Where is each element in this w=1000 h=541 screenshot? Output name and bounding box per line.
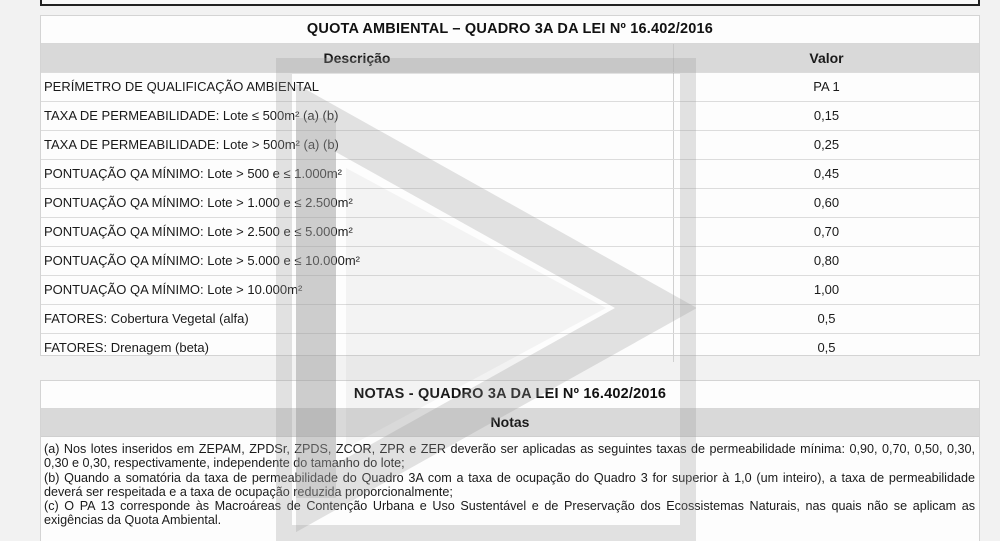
table-row <box>41 73 979 102</box>
table-row <box>41 160 979 189</box>
table-row <box>41 131 979 160</box>
row-value: 0,60 <box>813 195 840 210</box>
row-description: PONTUAÇÃO QA MÍNIMO: Lote > 1.000 e ≤ 2.500m² <box>41 189 674 217</box>
table-row <box>41 305 979 334</box>
row-description: FATORES: Cobertura Vegetal (alfa) <box>41 305 674 333</box>
table-header-row <box>41 44 979 73</box>
row-description: PONTUAÇÃO QA MÍNIMO: Lote > 2.500 e ≤ 5.000m² <box>41 218 674 246</box>
row-description: PONTUAÇÃO QA MÍNIMO: Lote > 5.000 e ≤ 10.000m² <box>41 247 674 275</box>
row-value: 0,5 <box>817 340 836 355</box>
notes-header: Notas <box>41 409 979 437</box>
row-value: 1,00 <box>813 282 840 297</box>
table-row <box>41 218 979 247</box>
notes-title: NOTAS - QUADRO 3A DA LEI Nº 16.402/2016 <box>41 381 979 409</box>
note-item: (b) Quando a somatória da taxa de permeabilidade do Quadro 3A com a taxa de ocupação do Quadro 3 for superior à 1,0 (um inteiro), a taxa de permeabilidade deverá ser respeitada e a taxa de ocupação reduzida proporcionalmente; <box>44 470 975 499</box>
table-row <box>41 102 979 131</box>
table-row <box>41 247 979 276</box>
quota-ambiental-table <box>40 15 980 356</box>
row-value: 0,25 <box>813 137 840 152</box>
row-value: 0,45 <box>813 166 840 181</box>
row-description: FATORES: Drenagem (beta) <box>41 334 674 362</box>
notas-table <box>40 380 980 541</box>
column-header-description: Descrição <box>41 44 674 72</box>
row-description: PERÍMETRO DE QUALIFICAÇÃO AMBIENTAL <box>41 73 674 101</box>
row-value: 0,5 <box>817 311 836 326</box>
row-description: PONTUAÇÃO QA MÍNIMO: Lote > 500 e ≤ 1.000m² <box>41 160 674 188</box>
column-header-value: Valor <box>809 50 844 66</box>
note-item: (c) O PA 13 corresponde às Macroáreas de Contenção Urbana e Uso Sustentável e de Preservação dos Ecossistemas Naturais, nas quais não se aplicam as exigências da Quota Ambiental. <box>44 499 975 528</box>
row-value: 0,80 <box>813 253 840 268</box>
row-value: 0,15 <box>813 108 840 123</box>
table-row <box>41 189 979 218</box>
note-item: (a) Nos lotes inseridos em ZEPAM, ZPDSr, ZPDS, ZCOR, ZPR e ZER deverão ser aplicadas as seguintes taxas de permeabilidade mínima: 0,90, 0,70, 0,50, 0,30, 0,30 e 0,30, respectivamente, independente do tamanho do lote; <box>44 442 975 471</box>
previous-table-edge <box>40 0 980 6</box>
notes-body <box>41 437 979 528</box>
table-title: QUOTA AMBIENTAL – QUADRO 3A DA LEI Nº 16.402/2016 <box>41 16 979 44</box>
row-description: TAXA DE PERMEABILIDADE: Lote ≤ 500m² (a) (b) <box>41 102 674 130</box>
table-row <box>41 334 979 362</box>
row-description: TAXA DE PERMEABILIDADE: Lote > 500m² (a) (b) <box>41 131 674 159</box>
row-description: PONTUAÇÃO QA MÍNIMO: Lote > 10.000m² <box>41 276 674 304</box>
row-value: 0,70 <box>813 224 840 239</box>
row-value: PA 1 <box>813 79 840 94</box>
table-row <box>41 276 979 305</box>
